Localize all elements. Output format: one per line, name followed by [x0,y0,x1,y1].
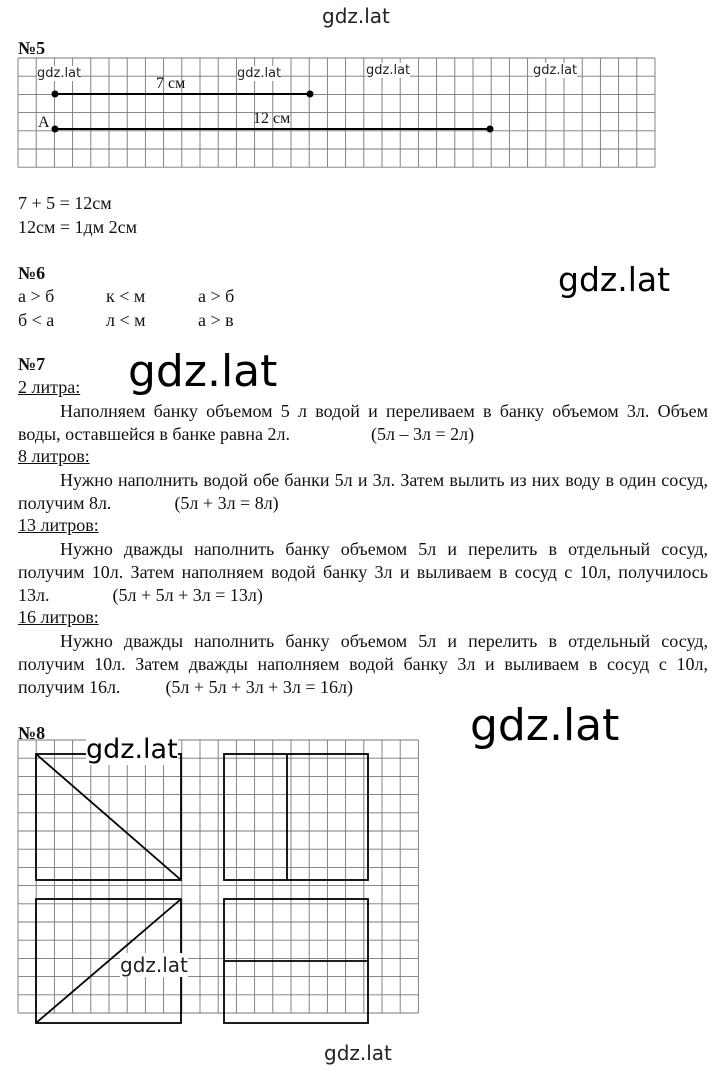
diagonal-top-left [36,754,181,880]
section-13-liters-formula: (5л + 5л + 3л = 13л) [112,585,263,605]
section-13-liters-header: 13 литров: [18,515,99,535]
point-a [52,126,59,133]
section-8-liters-text: Нужно наполнить водой обе банки 5л и 3л. Затем вылить из них воду в один сосуд, получим 8л. (5л + 3л = 8л) [18,470,708,513]
square-top-right [224,754,368,880]
task5-number: №5 [18,38,46,58]
task5-equation-1: 7 + 5 = 12см [18,193,112,213]
watermark-grid-3: gdz.lat [366,63,411,78]
watermark-grid-2: gdz.lat [237,66,282,81]
watermark-task8: gdz.lat [470,700,620,751]
segment-7cm-label: 7 см [156,75,186,92]
segment-7cm-start-point [52,91,59,98]
section-8-liters-formula: (5л + 3л = 8л) [174,493,279,513]
segment-7cm-end-point [307,91,314,98]
watermark-task7: gdz.lat [128,346,278,397]
task6-number: №6 [18,263,46,283]
point-a-label: А [38,114,50,131]
task6-row-1 [18,286,234,307]
comparison-cell: а > б [18,286,55,306]
task8-grid-figure [18,740,438,1030]
task7-number: №7 [18,354,46,374]
comparison-cell: л < м [106,310,146,330]
section-2-liters-text: Наполняем банку объемом 5 л водой и переливаем в банку объемом 3л. Объем воды, оставшейся в банке равна 2л. (5л – 3л = 2л) [18,401,708,444]
watermark-top: gdz.lat [322,4,390,28]
section-16-liters-header: 16 литров: [18,607,99,627]
watermark-grid-4: gdz.lat [533,63,578,78]
section-16-liters-text: Нужно дважды наполнить банку объемом 5л и перелить в отдельный сосуд, получим 10л. Затем дважды наполняем водой банку 3л и выливаем в сосуд с 10л, получим 16л. (5л + 5л + 3л + 3л = 16л) [18,631,708,697]
watermark-grid-1: gdz.lat [37,66,82,81]
task5-equation-2: 12см = 1дм 2см [18,217,137,237]
task6-row-2 [18,310,234,331]
watermark-figure-1: gdz.lat [86,734,178,765]
comparison-cell: б < а [18,310,55,330]
watermark-task6: gdz.lat [558,260,671,299]
task8-number: №8 [18,723,46,743]
watermark-bottom: gdz.lat [324,1041,392,1065]
section-13-liters-text: Нужно дважды наполнить банку объемом 5л и перелить в отдельный сосуд, получим 10л. Затем наполняем водой банку 3л и выливаем в сосуд с 10л, получилось 13л. (5л + 5л + 3л = 13л) [18,539,708,605]
segment-12cm-label: 12 см [253,110,291,127]
segment-12cm-end-point [487,126,494,133]
comparison-cell: а > б [198,286,235,306]
section-16-liters-formula: (5л + 5л + 3л + 3л = 16л) [165,677,353,697]
comparison-cell: а > в [198,310,234,330]
section-2-liters-formula: (5л – 3л = 2л) [371,424,475,444]
section-8-liters-header: 8 литров: [18,446,90,466]
watermark-figure-2: gdz.lat [120,953,188,977]
comparison-cell: к < м [106,286,146,306]
section-2-liters-header: 2 литра: [18,377,81,397]
